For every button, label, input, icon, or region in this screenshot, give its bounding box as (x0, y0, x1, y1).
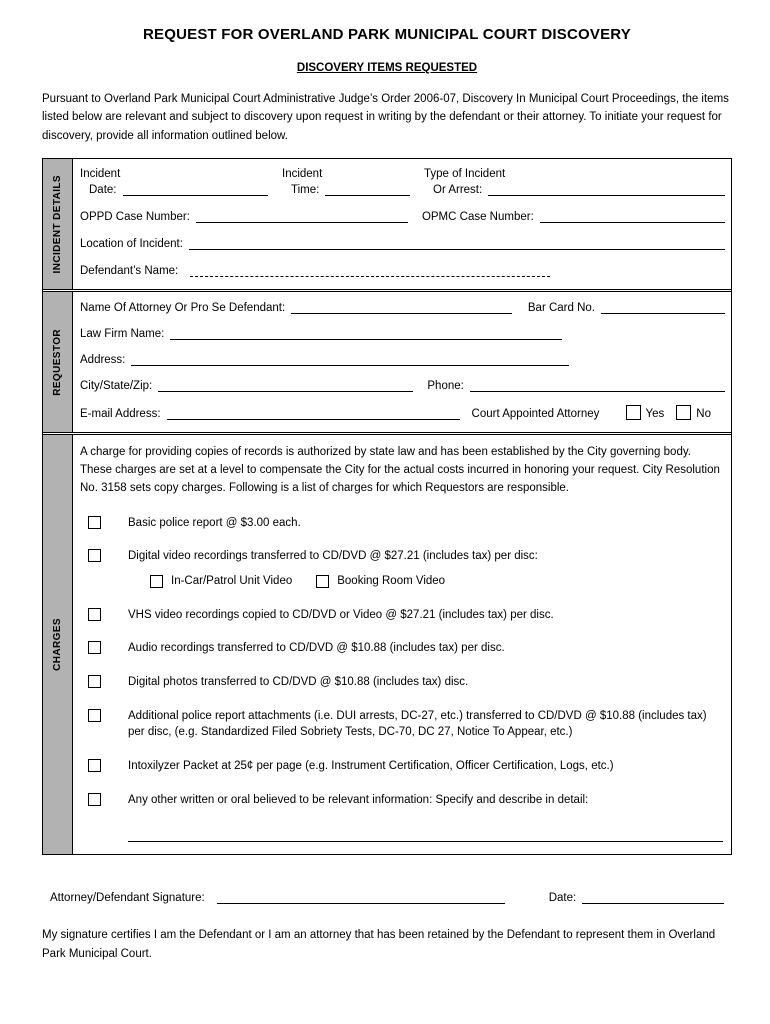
court-appointed-yes-label: Yes (645, 408, 665, 421)
date-field[interactable] (582, 891, 724, 904)
incident-details-content (73, 159, 731, 289)
charge-item-audio (80, 640, 725, 657)
incident-date-label-line1: Incident (80, 168, 121, 181)
address-label: Address: (80, 354, 126, 367)
city-state-zip-label: City/State/Zip: (80, 380, 153, 393)
booking-room-video-option (316, 573, 445, 590)
charges-section-title: CHARGES (52, 618, 63, 672)
incident-details-section (43, 159, 731, 289)
signature-field[interactable] (217, 891, 505, 904)
bar-card-number-field[interactable] (601, 301, 725, 314)
charge-item-vhs-video (80, 607, 725, 624)
attorney-name-field[interactable] (291, 301, 512, 314)
subtitle-wrap (42, 62, 732, 74)
court-appointed-label: Court Appointed Attorney (471, 408, 600, 421)
requestor-content (73, 292, 731, 432)
bar-card-label: Bar Card No. (527, 302, 595, 315)
incident-time-label-line1: Incident (282, 168, 323, 181)
signature-row (42, 891, 732, 904)
phone-label: Phone: (427, 380, 464, 393)
location-row (80, 237, 725, 250)
location-of-incident-label: Location of Incident: (80, 238, 183, 251)
in-car-video-option (150, 573, 292, 590)
charge-label: Digital photos transferred to CD/DVD @ $10.88 (includes tax) disc. (128, 675, 469, 688)
incident-date-field[interactable] (123, 183, 269, 196)
incident-type-group (424, 168, 725, 196)
incident-details-section-title: INCIDENT DETAILS (52, 174, 63, 274)
case-number-row (80, 210, 725, 223)
incident-time-label-line2: Time: (291, 184, 320, 197)
date-label: Date: (548, 892, 577, 905)
charge-item-additional-attachments (80, 708, 725, 741)
address-field[interactable] (131, 353, 569, 366)
law-firm-row (80, 327, 725, 340)
charge-label: Basic police report @ $3.00 each. (128, 516, 301, 529)
charge-item-digital-video (80, 548, 725, 589)
defendant-name-row (80, 264, 725, 277)
location-of-incident-field[interactable] (189, 237, 725, 250)
charge-item-digital-photos (80, 674, 725, 691)
digital-video-sub-options (150, 573, 538, 590)
charge-label: Any other written or oral believed to be relevant information: Specify and describe in detail: (128, 793, 589, 806)
charge-item-intoxilyzer (80, 758, 725, 775)
charge-label: Intoxilyzer Packet at 25¢ per page (e.g. Instrument Certification, Officer Certification, Logs, etc.) (128, 759, 614, 772)
incident-time-group (282, 168, 410, 196)
charge-label: Digital video recordings transferred to CD/DVD @ $27.21 (includes tax) per disc: (128, 550, 538, 563)
city-state-zip-field[interactable] (158, 379, 413, 392)
charges-content (73, 435, 731, 854)
defendant-name-field[interactable] (190, 264, 550, 277)
city-state-zip-row (80, 379, 725, 392)
law-firm-label: Law Firm Name: (80, 328, 165, 341)
vhs-video-checkbox[interactable] (88, 608, 101, 621)
email-address-field[interactable] (167, 407, 460, 420)
law-firm-name-field[interactable] (170, 327, 562, 340)
additional-attachments-checkbox[interactable] (88, 709, 101, 722)
charge-label: Audio recordings transferred to CD/DVD @ $10.88 (includes tax) per disc. (128, 642, 505, 655)
phone-field[interactable] (470, 379, 725, 392)
charge-item-other-information (80, 792, 725, 809)
email-row (80, 405, 725, 420)
oppd-case-number-label: OPPD Case Number: (80, 211, 190, 224)
court-appointed-yes-checkbox[interactable] (626, 405, 641, 420)
charges-side-label (43, 435, 73, 854)
incident-type-field[interactable] (488, 183, 725, 196)
charge-item-basic-report (80, 515, 725, 532)
attorney-name-label: Name Of Attorney Or Pro Se Defendant: (80, 302, 286, 315)
charges-intro-paragraph: A charge for providing copies of records is authorized by state law and has been established by the City governing body. These charges are set at a level to compensate the City for the actual costs incurred in honoring your request. City Resolution No. 3158 sets copy charges. Following is a list of charges for which Requestors are responsible. (80, 446, 720, 494)
incident-type-label-line2: Or Arrest: (433, 184, 483, 197)
incident-date-label-line2: Date: (89, 184, 117, 197)
booking-room-video-label: Booking Room Video (337, 574, 446, 587)
charges-section (43, 435, 731, 854)
charge-label: VHS video recordings copied to CD/DVD or Video @ $27.21 (includes tax) per disc. (128, 608, 554, 621)
intro-paragraph: Pursuant to Overland Park Municipal Court Administrative Judge’s Order 2006-07, Discovery In Municipal Court Proceedings, the items listed below are relevant and subject to discovery upon request in writing by the defendant or their attorney. To initiate your request for discovery, provide all information outlined below. (42, 93, 729, 142)
certification-paragraph: My signature certifies I am the Defendant or I am an attorney that has been retained by the Defendant to represent them in Overland Park Municipal Court. (42, 929, 716, 960)
other-information-detail-field[interactable] (128, 830, 723, 842)
digital-video-checkbox[interactable] (88, 549, 101, 562)
page-title: REQUEST FOR OVERLAND PARK MUNICIPAL COURT DISCOVERY (142, 26, 631, 43)
opmc-case-number-label: OPMC Case Number: (421, 211, 534, 224)
incident-date-group (80, 168, 268, 196)
incident-time-field[interactable] (325, 183, 410, 196)
in-car-video-label: In-Car/Patrol Unit Video (171, 574, 293, 587)
booking-room-video-checkbox[interactable] (316, 575, 329, 588)
digital-photos-checkbox[interactable] (88, 675, 101, 688)
oppd-case-number-field[interactable] (196, 210, 408, 223)
defendant-name-label: Defendant’s Name: (80, 265, 179, 278)
incident-type-label-line1: Type of Incident (424, 168, 506, 181)
charge-label: Additional police report attachments (i.e. DUI arrests, DC-27, etc.) transferred to CD/DVD @ $10.88 (includes tax) per disc, (e.g. Standardized Filed Sobriety Tests, DC-70, DC 27, Notice To Appear, etc.) (128, 709, 707, 739)
discovery-form (42, 158, 732, 855)
page-subtitle: DISCOVERY ITEMS REQUESTED (296, 62, 478, 74)
requestor-side-label (43, 292, 73, 432)
basic-police-report-checkbox[interactable] (88, 516, 101, 529)
intoxilyzer-packet-checkbox[interactable] (88, 759, 101, 772)
address-row (80, 353, 725, 366)
incident-details-side-label (43, 159, 73, 289)
email-address-label: E-mail Address: (80, 408, 161, 421)
court-appointed-no-label: No (696, 408, 711, 421)
court-appointed-no-checkbox[interactable] (676, 405, 691, 420)
other-information-checkbox[interactable] (88, 793, 101, 806)
requestor-section (43, 292, 731, 432)
signature-label: Attorney/Defendant Signature: (50, 892, 205, 905)
attorney-name-row (80, 301, 725, 314)
requestor-section-title: REQUESTOR (52, 328, 63, 396)
opmc-case-number-field[interactable] (540, 210, 725, 223)
in-car-video-checkbox[interactable] (150, 575, 163, 588)
audio-recordings-checkbox[interactable] (88, 641, 101, 654)
incident-row-1 (80, 168, 725, 196)
